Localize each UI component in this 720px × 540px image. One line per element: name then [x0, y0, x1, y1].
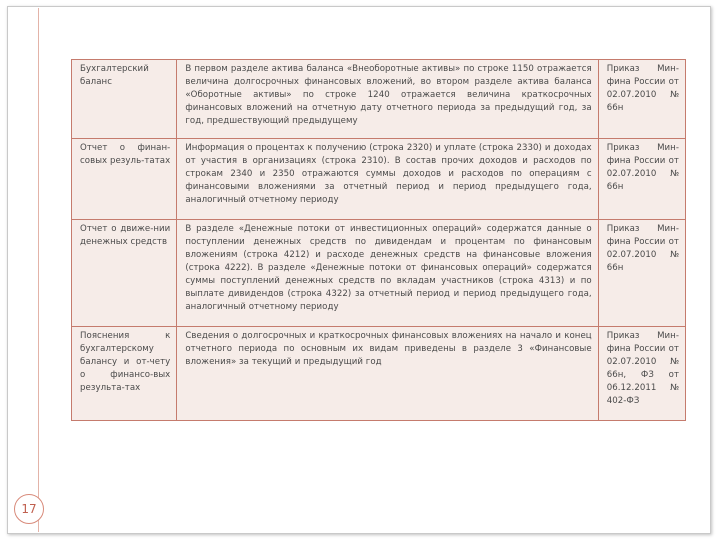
table-row — [72, 220, 686, 327]
left-margin-rule — [38, 8, 39, 532]
table-row — [72, 139, 686, 220]
source-cell: Приказ Мин-фина России от 02.07.2010 № 66н — [598, 220, 685, 327]
report-name-cell: Отчет о движе-нии денежных средств — [72, 220, 177, 327]
financial-investments-table — [71, 59, 686, 421]
page-number-badge: 17 — [14, 494, 44, 524]
report-name-cell: Отчет о финан-совых резуль-татах — [72, 139, 177, 220]
source-cell: Приказ Мин-фина России от 02.07.2010 № 66н — [598, 139, 685, 220]
table-row — [72, 327, 686, 421]
report-name-cell: Пояснения к бухгалтерскому балансу и от-чету о финансо-вых результа-тах — [72, 327, 177, 421]
description-cell: В разделе «Денежные потоки от инвестиционных операций» содержатся данные о поступлении денежных средств по дивидендам и процентам по финансовым вложениям (строка 4212) и расходе денежных средств на финансовые вложения (строка 4222). В разделе «Денежные потоки от финансовых операций» содержатся суммы поступлений денежных средств по вкладам участников (строка 4313) и по выплате дивидендов (строка 4322) за отчетный период и период предыдущего года, аналогичный отчетному периоду — [177, 220, 598, 327]
report-name-cell: Бухгалтерский баланс — [72, 60, 177, 139]
table-row — [72, 60, 686, 139]
description-cell: В первом разделе актива баланса «Внеоборотные активы» по строке 1150 отражается величина долгосрочных финансовых вложений, во втором разделе актива баланса «Оборотные активы» по строке 1240 отражается величина краткосрочных финансовых вложений на отчетную дату отчетного периода за предыдущий год, за год, предшествующий предыдущему — [177, 60, 598, 139]
description-cell: Сведения о долгосрочных и краткосрочных финансовых вложениях на начало и конец отчетного периода по основным их видам приведены в разделе 3 «Финансовые вложения» за текущий и предыдущий год — [177, 327, 598, 421]
description-cell: Информация о процентах к получению (строка 2320) и уплате (строка 2330) и доходах от участия в организациях (строка 2310). В состав прочих доходов и расходов по строкам 2340 и 2350 отражаются суммы доходов и расходов по операциям с финансовыми вложениями за отчетный период и период предыдущего года, аналогичный отчетному периоду — [177, 139, 598, 220]
source-cell: Приказ Мин-фина России от 02.07.2010 № 66н — [598, 60, 685, 139]
source-cell: Приказ Мин-фина России от 02.07.2010 № 66н, ФЗ от 06.12.2011 № 402-ФЗ — [598, 327, 685, 421]
